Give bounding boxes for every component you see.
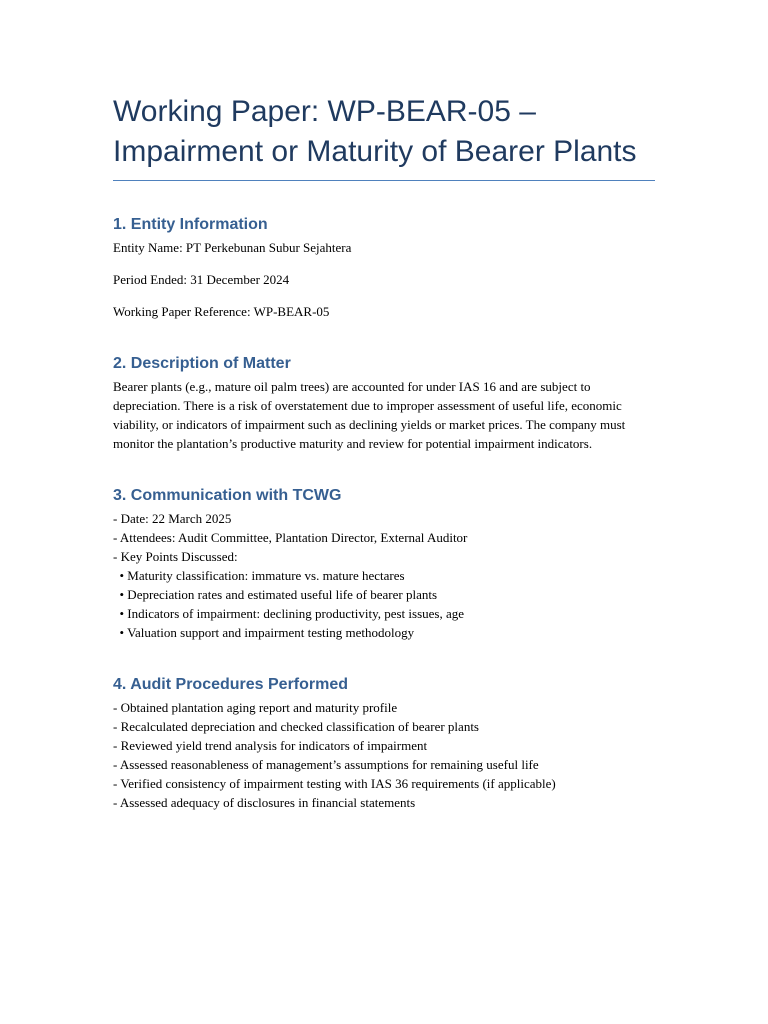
list-item: - Date: 22 March 2025	[113, 511, 232, 526]
document-page	[113, 92, 655, 812]
section-communication-tcwg	[113, 486, 655, 642]
section-heading: 2. Description of Matter	[113, 355, 291, 372]
document-title: Working Paper: WP-BEAR-05 – Impairment or Maturity of Bearer Plants	[113, 95, 637, 168]
list-item: • Depreciation rates and estimated useful life of bearer plants	[113, 587, 438, 602]
section-heading: 1. Entity Information	[113, 216, 268, 233]
section-heading: 3. Communication with TCWG	[113, 487, 342, 504]
entity-name: Entity Name: PT Perkebunan Subur Sejahtera	[113, 240, 352, 255]
section-heading: 4. Audit Procedures Performed	[113, 676, 349, 693]
list-item: - Key Points Discussed:	[113, 549, 238, 564]
list-item: - Reviewed yield trend analysis for indicators of impairment	[113, 738, 428, 753]
working-paper-reference: Working Paper Reference: WP-BEAR-05	[113, 304, 330, 319]
list-item: • Indicators of impairment: declining productivity, pest issues, age	[113, 606, 465, 621]
list-item: - Recalculated depreciation and checked classification of bearer plants	[113, 719, 479, 734]
list-item: - Verified consistency of impairment testing with IAS 36 requirements (if applicable)	[113, 776, 556, 791]
section-description-of-matter	[113, 354, 655, 453]
list-item: - Obtained plantation aging report and maturity profile	[113, 700, 398, 715]
procedures-list	[113, 698, 655, 812]
period-ended: Period Ended: 31 December 2024	[113, 272, 290, 287]
list-item: - Assessed adequacy of disclosures in financial statements	[113, 795, 416, 810]
section-audit-procedures	[113, 675, 655, 812]
title-divider	[113, 180, 655, 181]
section-entity-information	[113, 215, 655, 321]
description-paragraph: Bearer plants (e.g., mature oil palm trees) are accounted for under IAS 16 and are subject to depreciation. There is a risk of overstatement due to improper assessment of useful life, economic viability, or indicators of impairment such as declining yields or market prices. The company must monitor the plantation’s productive maturity and review for potential impairment indicators.	[113, 379, 626, 451]
list-item: - Assessed reasonableness of management’s assumptions for remaining useful life	[113, 757, 539, 772]
list-item: • Valuation support and impairment testing methodology	[113, 625, 415, 640]
tcwg-list	[113, 509, 655, 642]
list-item: - Attendees: Audit Committee, Plantation Director, External Auditor	[113, 530, 468, 545]
list-item: • Maturity classification: immature vs. mature hectares	[113, 568, 405, 583]
